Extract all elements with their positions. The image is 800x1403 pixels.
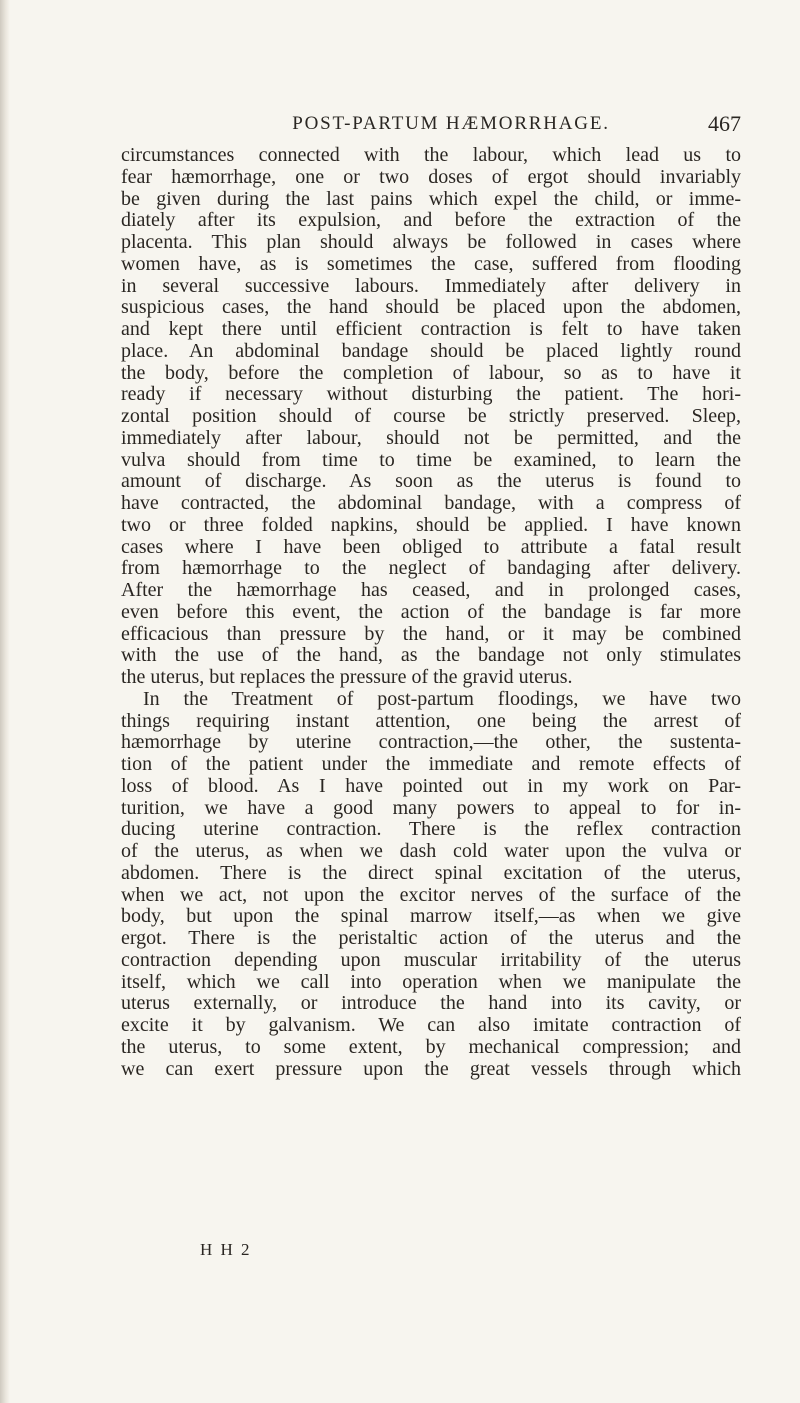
text-line: diately after its expulsion, and before the extraction of the xyxy=(121,210,741,232)
text-line: things requiring instant attention, one being the arrest of xyxy=(121,710,741,732)
text-line: we can exert pressure upon the great vessels through which xyxy=(121,1058,741,1080)
text-line: ducing uterine contraction. There is the reflex contraction xyxy=(121,819,741,841)
text-line: be given during the last pains which expel the child, or imme- xyxy=(121,188,741,210)
text-line: immediately after labour, should not be permitted, and the xyxy=(121,427,741,449)
text-line: with the use of the hand, as the bandage not only stimulates xyxy=(121,645,741,667)
text-line: and kept there until efficient contraction is felt to have taken xyxy=(121,319,741,340)
text-line: tion of the patient under the immediate and remote effects of xyxy=(121,754,741,775)
text-line: circumstances connected with the labour, which lead us to xyxy=(121,145,741,166)
text-line: place. An abdominal bandage should be placed lightly round xyxy=(121,340,741,362)
text-line: vulva should from time to time be examined, to learn the xyxy=(121,449,741,471)
text-line: zontal position should of course be strictly preserved. Sleep, xyxy=(121,406,741,427)
text-line: of the uterus, as when we dash cold water upon the vulva or xyxy=(121,841,741,862)
text-line: suspicious cases, the hand should be placed upon the abdomen, xyxy=(121,297,741,319)
page-gutter-shadow xyxy=(0,0,10,1403)
paragraph-start-line: In the Treatment of post-partum floodings, we have two xyxy=(143,688,741,710)
text-line: the uterus, to some extent, by mechanical compression; and xyxy=(121,1036,741,1058)
signature-mark: H H 2 xyxy=(200,1240,252,1259)
page-number: 467 xyxy=(708,111,741,136)
text-line: itself, which we call into operation when we manipulate the xyxy=(121,971,741,993)
body-text xyxy=(121,145,741,1080)
text-line: amount of discharge. As soon as the uterus is found to xyxy=(121,471,741,493)
text-line: body, but upon the spinal marrow itself,—as when we give xyxy=(121,906,741,928)
text-line: contraction depending upon muscular irritability of the uterus xyxy=(121,949,741,971)
paragraph-end-line: the uterus, but replaces the pressure of the gravid uterus. xyxy=(121,667,573,688)
text-line: when we act, not upon the excitor nerves of the surface of the xyxy=(121,884,741,906)
running-title: POST-PARTUM HÆMORRHAGE. xyxy=(292,113,610,134)
text-line: ready if necessary without disturbing the patient. The hori- xyxy=(121,384,741,406)
text-line: cases where I have been obliged to attribute a fatal result xyxy=(121,536,741,558)
text-line: excite it by galvanism. We can also imitate contraction of xyxy=(121,1015,741,1036)
text-line: loss of blood. As I have pointed out in my work on Par- xyxy=(121,775,741,797)
text-line: uterus externally, or introduce the hand into its cavity, or xyxy=(121,993,741,1015)
text-line: in several successive labours. Immediately after delivery in xyxy=(121,275,741,297)
text-line: have contracted, the abdominal bandage, with a compress of xyxy=(121,493,741,514)
text-line: even before this event, the action of the bandage is far more xyxy=(121,601,741,623)
text-line: hæmorrhage by uterine contraction,—the other, the sustenta- xyxy=(121,732,741,754)
text-line: from hæmorrhage to the neglect of bandaging after delivery. xyxy=(121,558,741,580)
text-line: efficacious than pressure by the hand, or it may be combined xyxy=(121,623,741,645)
text-line: women have, as is sometimes the case, suffered from flooding xyxy=(121,253,741,275)
text-line: two or three folded napkins, should be applied. I have known xyxy=(121,514,741,536)
text-line: placenta. This plan should always be followed in cases where xyxy=(121,232,741,253)
text-line: After the hæmorrhage has ceased, and in prolonged cases, xyxy=(121,580,741,601)
text-line: turition, we have a good many powers to appeal to for in- xyxy=(121,797,741,819)
text-line: the body, before the completion of labour, so as to have it xyxy=(121,362,741,384)
text-line: ergot. There is the peristaltic action of the uterus and the xyxy=(121,928,741,949)
text-line: fear hæmorrhage, one or two doses of ergot should invariably xyxy=(121,166,741,188)
text-line: abdomen. There is the direct spinal excitation of the uterus, xyxy=(121,862,741,884)
running-head xyxy=(121,111,741,137)
